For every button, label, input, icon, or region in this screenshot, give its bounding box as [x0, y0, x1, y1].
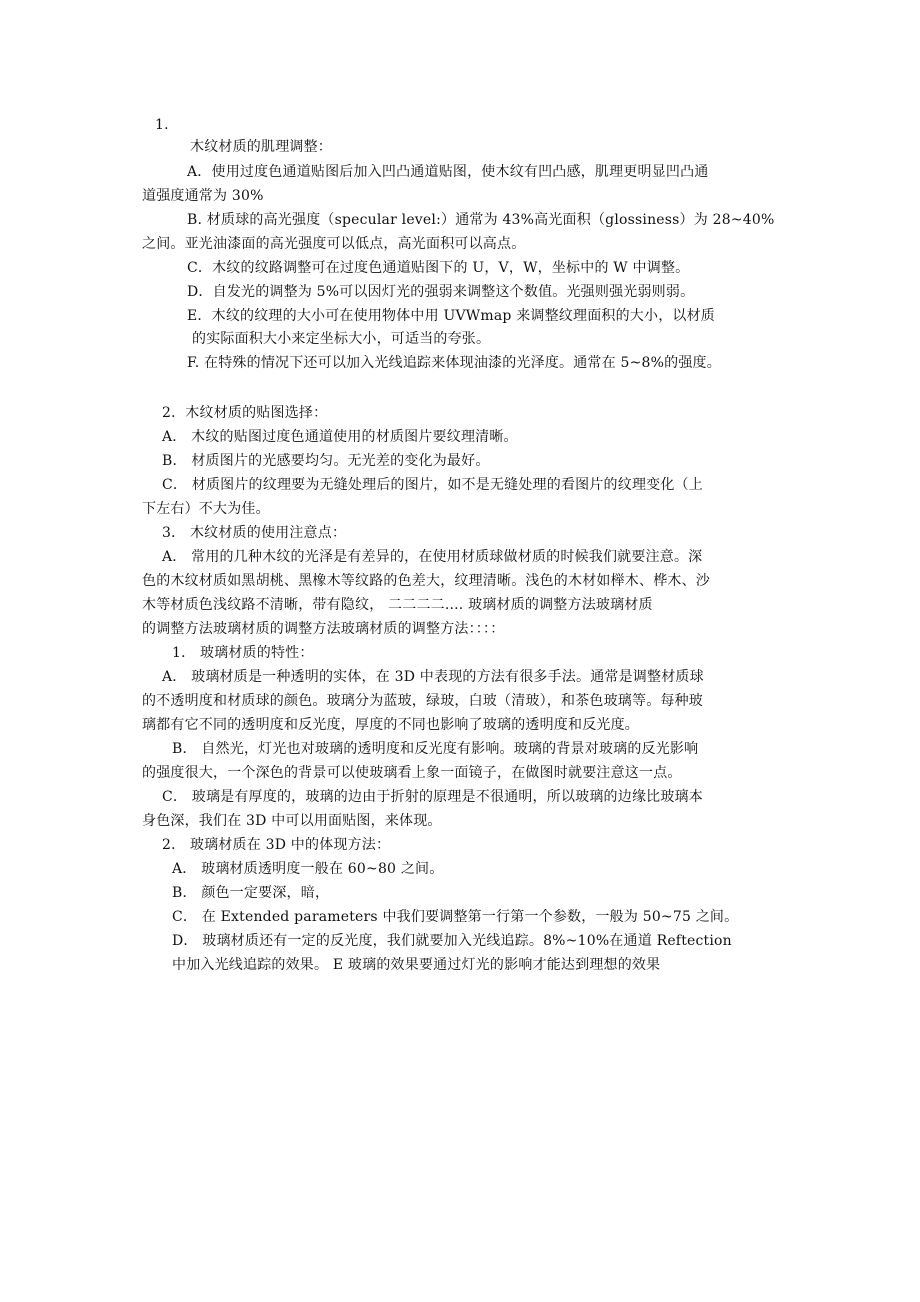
text-line: 身色深，我们在 3D 中可以用面贴图，来体现。: [142, 813, 442, 829]
section-heading: 2．木纹材质的贴图选择：: [162, 405, 328, 421]
text-line: 1.: [155, 117, 169, 133]
text-line: C． 在 Extended parameters 中我们要调整第一行第一个参数，一般为 50~75 之间。: [172, 909, 739, 925]
text-line: 之间。亚光油漆面的高光强度可以低点，高光面积可以高点。: [142, 236, 526, 252]
section-heading: 1． 玻璃材质的特性：: [172, 645, 314, 661]
text-line: 的实际面积大小来定坐标大小，可适当的夸张。: [192, 331, 491, 347]
text-line: B. 材质球的高光强度（specular level:）通常为 43%高光面积（glossiness）为 28~40%: [187, 212, 775, 228]
text-line: C． 玻璃是有厚度的，玻璃的边由于折射的原理是不很通明，所以玻璃的边缘比玻璃本: [162, 789, 703, 805]
text-line: 的调整方法玻璃材质的调整方法玻璃材质的调整方法：：：：: [142, 621, 505, 637]
text-line: 道强度通常为 30%: [142, 188, 264, 204]
section-heading: 2． 玻璃材质在 3D 中的体现方法：: [162, 837, 391, 853]
text-line: A． 玻璃材质透明度一般在 60~80 之间。: [172, 861, 444, 877]
text-line: F. 在特殊的情况下还可以加入光线追踪来体现油漆的光泽度。通常在 5~8%的强度。: [187, 355, 721, 371]
text-line: A．使用过度色通道贴图后加入凹凸通道贴图，使木纹有凹凸感，肌理更明显凹凸通: [187, 164, 709, 180]
text-line: A． 玻璃材质是一种透明的实体，在 3D 中表现的方法有很多手法。通常是调整材质球: [162, 669, 704, 685]
text-line: D．自发光的调整为 5%可以因灯光的强弱来调整这个数值。光强则强光弱则弱。: [187, 284, 695, 300]
text-line: A． 木纹的贴图过度色通道使用的材质图片要纹理清晰。: [162, 429, 518, 445]
text-line: 下左右）不大为佳。: [142, 501, 270, 517]
text-line: B． 颜色一定要深，暗，: [172, 885, 330, 901]
text-line: 色的木纹材质如黑胡桃、黑橡木等纹路的色差大，纹理清晰。浅色的木材如榉木、桦木、沙: [142, 573, 710, 589]
text-line: C．木纹的纹路调整可在过度色通道贴图下的 U，V，W，坐标中的 W 中调整。: [187, 260, 690, 276]
section-heading: 木纹材质的肌理调整：: [190, 139, 332, 155]
text-line: B． 材质图片的光感要均匀。无光差的变化为最好。: [162, 453, 490, 469]
text-line: 中加入光线追踪的效果。 E 玻璃的效果要通过灯光的影响才能达到理想的效果: [172, 957, 661, 973]
text-line: 的不透明度和材质球的颜色。玻璃分为蓝玻，绿玻，白玻（清玻），和茶色玻璃等。每种玻: [142, 693, 703, 709]
text-line: 木等材质色浅纹路不清晰，带有隐纹， 二二二二.... 玻璃材质的调整方法玻璃材质: [142, 597, 653, 613]
text-line: B． 自然光，灯光也对玻璃的透明度和反光度有影响。玻璃的背景对玻璃的反光影响: [172, 741, 699, 757]
text-line: D． 玻璃材质还有一定的反光度，我们就要加入光线追踪。8%~10%在通道 Reftection: [172, 933, 732, 949]
text-line: C． 材质图片的纹理要为无缝处理后的图片，如不是无缝处理的看图片的纹理变化（上: [162, 477, 703, 493]
section-heading: 3． 木纹材质的使用注意点：: [162, 525, 347, 541]
text-line: A． 常用的几种木纹的光泽是有差异的，在使用材质球做材质的时候我们就要注意。深: [162, 549, 703, 565]
text-line: 的强度很大，一个深色的背景可以使玻璃看上象一面镜子，在做图时就要注意这一点。: [142, 765, 682, 781]
text-line: 璃都有它不同的透明度和反光度，厚度的不同也影响了玻璃的透明度和反光度。: [142, 717, 639, 733]
text-line: E．木纹的纹理的大小可在使用物体中用 UVWmap 来调整纹理面积的大小，以材质: [187, 308, 716, 324]
